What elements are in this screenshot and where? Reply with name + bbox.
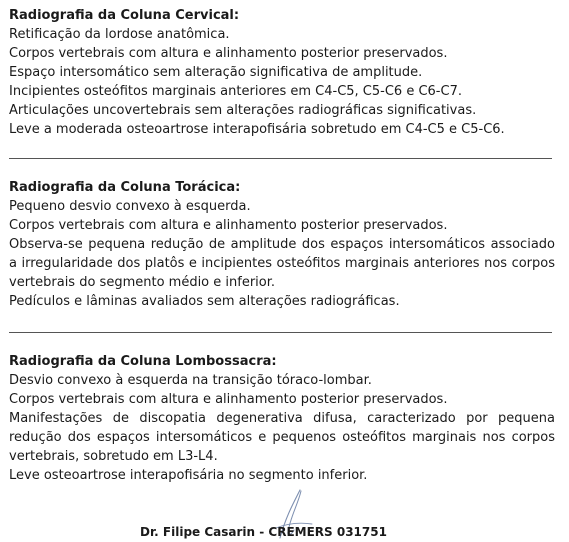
finding-line: Corpos vertebrais com altura e alinhamento posterior preservados. xyxy=(9,392,448,407)
finding-line: Retificação da lordose anatômica. xyxy=(9,27,230,42)
finding-line: Leve a moderada osteoartrose interapofisária sobretudo em C4-C5 e C5-C6. xyxy=(9,122,505,137)
section-title-lombossacra: Radiografia da Coluna Lombossacra: xyxy=(9,354,277,369)
finding-line: Incipientes osteófitos marginais anteriores em C4-C5, C5-C6 e C6-C7. xyxy=(9,84,462,99)
section-title-cervical: Radiografia da Coluna Cervical: xyxy=(9,8,240,23)
section-cervical xyxy=(9,6,555,139)
finding-line: Articulações uncovertebrais sem alterações radiográficas significativas. xyxy=(9,103,477,118)
signature-line: Dr. Filipe Casarin - CREMERS 031751 xyxy=(140,525,387,539)
section-divider xyxy=(9,158,552,159)
section-divider xyxy=(9,332,552,333)
finding-line: Leve osteoartrose interapofisária no segmento inferior. xyxy=(9,468,368,483)
finding-line: Pedículos e lâminas avaliados sem alterações radiográficas. xyxy=(9,294,400,309)
finding-line: Desvio convexo à esquerda na transição tóraco-lombar. xyxy=(9,373,372,388)
section-title-toracica: Radiografia da Coluna Torácica: xyxy=(9,180,241,195)
finding-line: Corpos vertebrais com altura e alinhamento posterior preservados. xyxy=(9,46,448,61)
finding-paragraph: Manifestações de discopatia degenerativa difusa, caracterizado por pequena redução dos espaços intersomáticos e pequenos osteófitos marginais nos corpos vertebrais, sobretudo em L3-L4. xyxy=(9,411,555,464)
section-toracica xyxy=(9,178,555,311)
finding-line: Corpos vertebrais com altura e alinhamento posterior preservados. xyxy=(9,218,448,233)
finding-line: Espaço intersomático sem alteração significativa de amplitude. xyxy=(9,65,423,80)
finding-line: Pequeno desvio convexo à esquerda. xyxy=(9,199,251,214)
finding-paragraph: Observa-se pequena redução de amplitude dos espaços intersomáticos associado a irregularidade dos platôs e incipientes osteófitos marginais anteriores nos corpos vertebrais do segmento médio e inferior. xyxy=(9,237,555,290)
section-lombossacra xyxy=(9,352,555,485)
